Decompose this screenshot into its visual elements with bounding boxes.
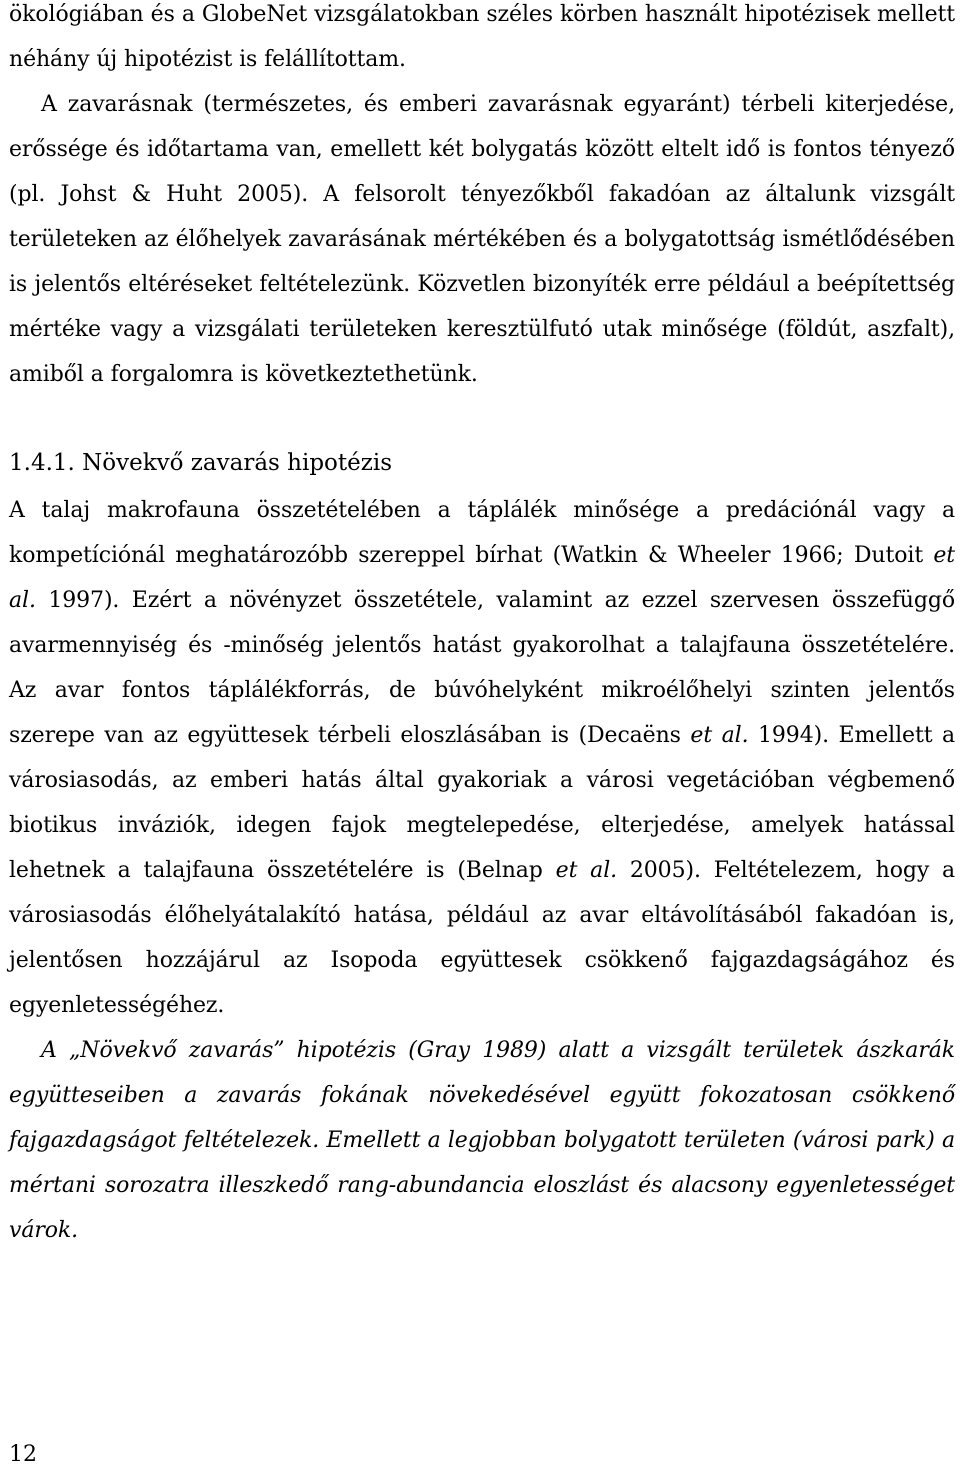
text-run: 1994). Emellett a városiasodás, az emberi hatás által gyakoriak a városi vegetációban végbemenő biotikus inváziók, idegen fajok megtelepedése, elterjedése, amelyek hatással lehetnek a talajfauna összetételére is (Belnap — [9, 723, 955, 883]
paragraph-intro-continuation: ökológiában és a GlobeNet vizsgálatokban széles körben használt hipotézisek mellett néhány új hipotézist is felállítottam. — [9, 2, 955, 72]
et-al-citation: et al. — [9, 543, 955, 613]
et-al-citation: et al. — [555, 858, 618, 883]
et-al-citation: et al. — [690, 723, 749, 748]
paragraph-disturbance: A zavarásnak (természetes, és emberi zavarásnak egyaránt) térbeli kiterjedése, erőssége és időtartama van, emellett két bolygatás között eltelt idő is fontos tényező (pl. Johst & Huht 2005). A felsorolt tényezőkből fakadóan az általunk vizsgált területeken az élőhelyek zavarásának mértékében és a bolygatottság ismétlődésében is jelentős eltéréseket feltételezünk. Közvetlen bizonyíték erre például a beépítettség mértéke vagy a vizsgálati területeken keresztülfutó utak minősége (földút, aszfalt), amiből a forgalomra is következtethetünk. — [9, 92, 955, 387]
text-run: 2005). Feltételezem, hogy a városiasodás élőhelyátalakító hatása, például az avar eltávolításából fakadóan is, jelentősen hozzájárul az Isopoda együttesek csökkenő fajgazdagságához és egyenletességéhez. — [9, 858, 956, 1018]
text-run: A talaj makrofauna összetételében a táplálék minősége a predációnál vagy a kompetíciónál meghatározóbb szereppel bírhat (Watkin & Wheeler 1966; Dutoit — [9, 498, 955, 568]
page-number: 12 — [9, 1442, 37, 1467]
document-page — [9, 0, 955, 1253]
paragraph-macrofauna — [9, 488, 955, 1028]
section-heading: 1.4.1. Növekvő zavarás hipotézis — [9, 450, 393, 476]
text-run: 1997). Ezért a növényzet összetétele, valamint az ezzel szervesen összefüggő avarmennyiség és -minőség jelentős hatást gyakorolhat a talajfauna összetételére. Az avar fontos táplálékforrás, de búvóhelyként mikroélőhelyi szinten jelentős szerepe van az együttesek térbeli eloszlásában is (Decaëns — [9, 588, 955, 748]
paragraph-hypothesis-statement: A „Növekvő zavarás” hipotézis (Gray 1989) alatt a vizsgált területek ászkarák együtteseiben a zavarás fokának növekedésével együtt fokozatosan csökkenő fajgazdagságot feltételezek. Emellett a legjobban bolygatott területen (városi park) a mértani sorozatra illeszkedő rang-abundancia eloszlást és alacsony egyenletességet várok. — [9, 1038, 955, 1243]
